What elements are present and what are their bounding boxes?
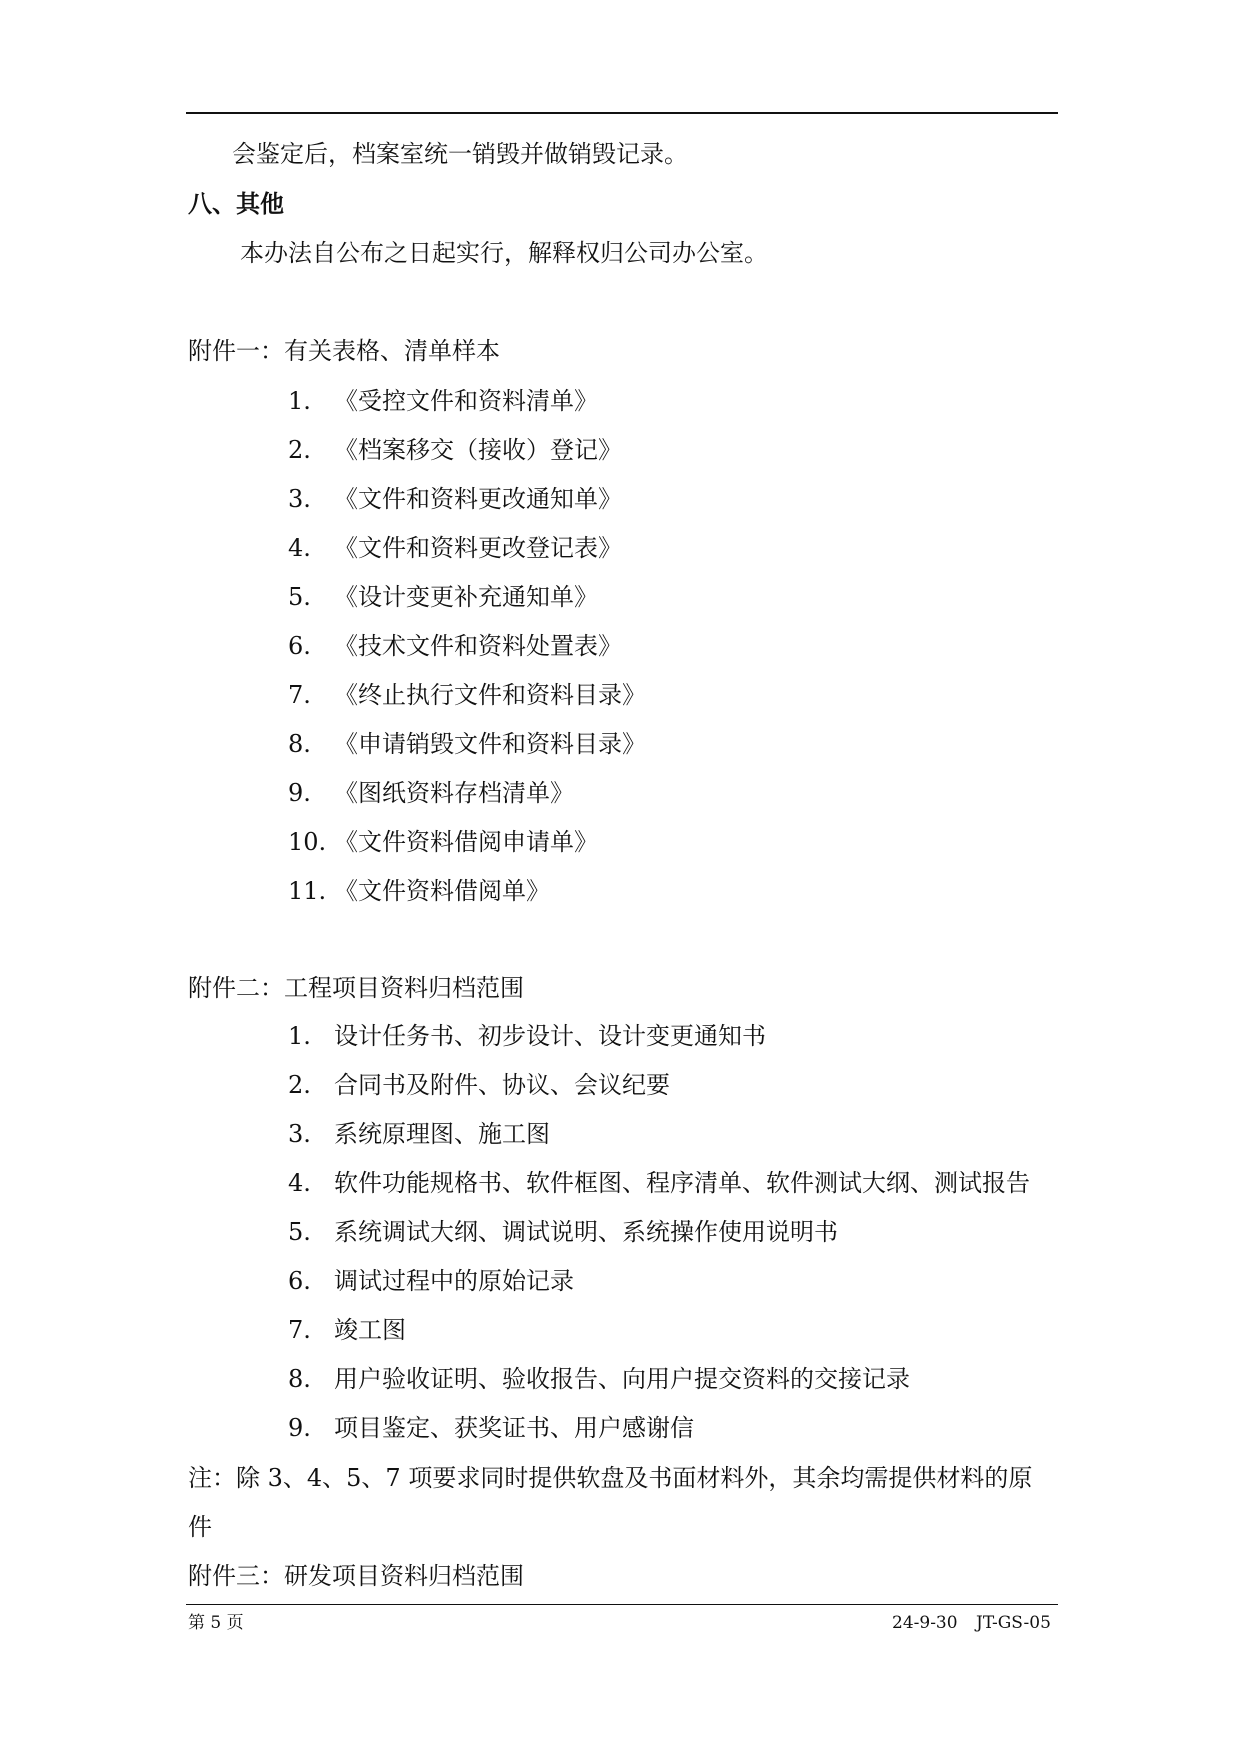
list-item-text: 《文件和资料更改通知单》 xyxy=(334,485,622,513)
section-body: 本办法自公布之日起实行，解释权归公司办公室。 xyxy=(240,239,768,267)
annex-2-title: 附件二：工程项目资料归档范围 xyxy=(188,974,524,1002)
list-item-text: 系统原理图、施工图 xyxy=(334,1120,550,1148)
list-item-text: 竣工图 xyxy=(334,1316,406,1344)
list-item-number: 2. xyxy=(288,436,311,464)
list-item-text: 调试过程中的原始记录 xyxy=(334,1267,574,1295)
list-item-number: 7. xyxy=(288,1316,311,1344)
list-item-text: 《受控文件和资料清单》 xyxy=(334,387,598,415)
list-item-text: 《文件和资料更改登记表》 xyxy=(334,534,622,562)
list-item-text: 《档案移交（接收）登记》 xyxy=(334,436,622,464)
list-item-text: 用户验收证明、验收报告、向用户提交资料的交接记录 xyxy=(334,1365,910,1393)
note-line-1: 注：除 3、4、5、7 项要求同时提供软盘及书面材料外，其余均需提供材料的原 xyxy=(188,1464,1033,1492)
list-item-number: 3. xyxy=(288,1120,311,1148)
list-item-text: 《技术文件和资料处置表》 xyxy=(334,632,622,660)
list-item-number: 4. xyxy=(288,1169,311,1197)
annex-1-title: 附件一：有关表格、清单样本 xyxy=(188,337,500,365)
list-item-text: 合同书及附件、协议、会议纪要 xyxy=(334,1071,670,1099)
list-item-number: 8. xyxy=(288,1365,311,1393)
list-item-number: 6. xyxy=(288,1267,311,1295)
list-item-number: 5. xyxy=(288,1218,311,1246)
footer-date: 24-9-30 xyxy=(892,1613,958,1633)
list-item-number: 4. xyxy=(288,534,311,562)
list-item-number: 5. xyxy=(288,583,311,611)
list-item-number: 2. xyxy=(288,1071,311,1099)
footer-page-number: 第 5 页 xyxy=(188,1613,244,1633)
list-item-number: 9. xyxy=(288,779,311,807)
list-item-text: 软件功能规格书、软件框图、程序清单、软件测试大纲、测试报告 xyxy=(334,1169,1030,1197)
footer-doc-code: JT-GS-05 xyxy=(976,1613,1051,1633)
footer-rule xyxy=(186,1604,1058,1605)
list-item-number: 1. xyxy=(288,387,311,415)
section-heading: 八、其他 xyxy=(188,190,284,218)
list-item-number: 11. xyxy=(288,877,327,905)
list-item-number: 10. xyxy=(288,828,327,856)
note-line-2: 件 xyxy=(188,1513,212,1541)
list-item-text: 项目鉴定、获奖证书、用户感谢信 xyxy=(334,1414,694,1442)
list-item-text: 系统调试大纲、调试说明、系统操作使用说明书 xyxy=(334,1218,838,1246)
list-item-text: 《设计变更补充通知单》 xyxy=(334,583,598,611)
list-item-text: 设计任务书、初步设计、设计变更通知书 xyxy=(334,1022,766,1050)
continuation-text: 会鉴定后，档案室统一销毁并做销毁记录。 xyxy=(232,140,688,168)
list-item-number: 8. xyxy=(288,730,311,758)
list-item-number: 6. xyxy=(288,632,311,660)
list-item-number: 7. xyxy=(288,681,311,709)
list-item-number: 9. xyxy=(288,1414,311,1442)
list-item-text: 《申请销毁文件和资料目录》 xyxy=(334,730,646,758)
list-item-text: 《终止执行文件和资料目录》 xyxy=(334,681,646,709)
annex-3-title: 附件三：研发项目资料归档范围 xyxy=(188,1562,524,1590)
list-item-text: 《文件资料借阅单》 xyxy=(334,877,550,905)
list-item-text: 《文件资料借阅申请单》 xyxy=(334,828,598,856)
list-item-number: 1. xyxy=(288,1022,311,1050)
header-rule xyxy=(186,112,1058,114)
list-item-text: 《图纸资料存档清单》 xyxy=(334,779,574,807)
list-item-number: 3. xyxy=(288,485,311,513)
